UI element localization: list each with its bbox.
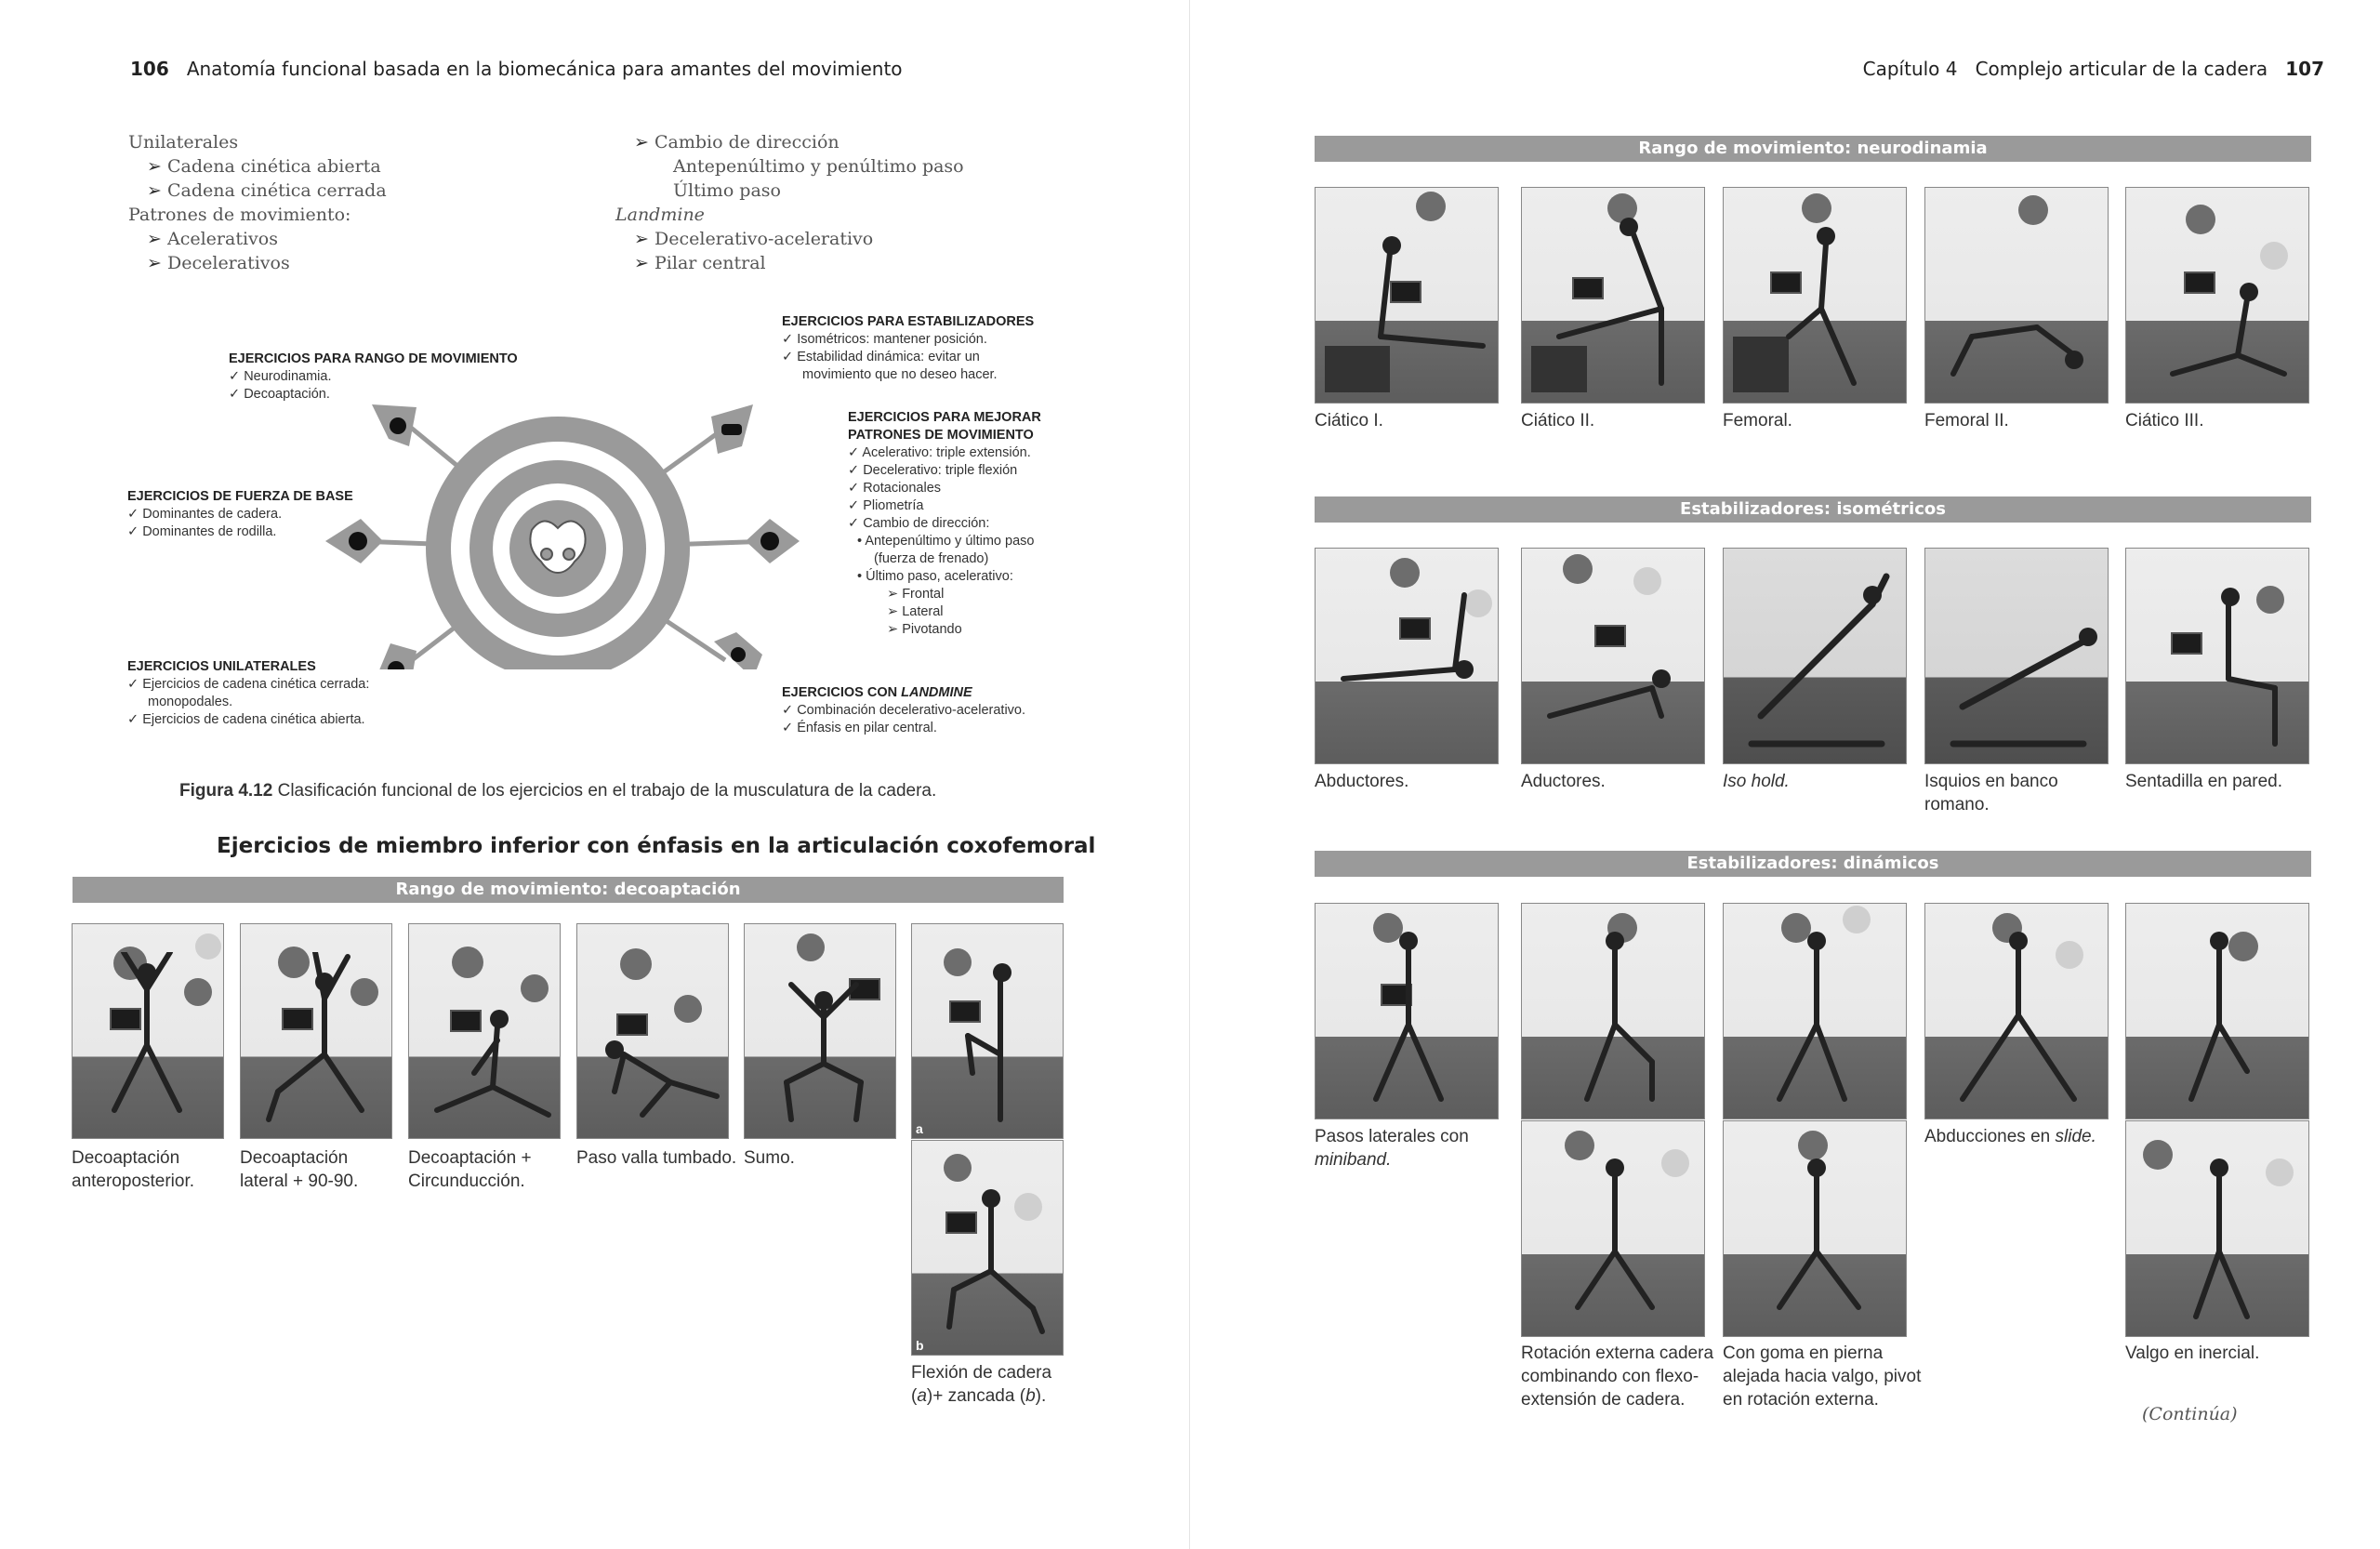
block-fuerza [127, 488, 353, 541]
photo-flexion-b [911, 1140, 1064, 1356]
photo-flexion-a [911, 923, 1064, 1139]
block-item: ✓ Combinación decelerativo-acelerativo. [782, 703, 1026, 718]
block-item: ✓ Estabilidad dinámica: evitar un [782, 350, 980, 364]
photo-abductores [1315, 548, 1499, 764]
photo-abducciones-slide [1924, 903, 2109, 1119]
arrow-icon: ➢ [147, 229, 162, 249]
block-title: EJERCICIOS CON LANDMINE [782, 685, 972, 700]
block-title: EJERCICIOS PARA RANGO DE MOVIMIENTO [229, 351, 518, 366]
photo-sentadilla-pared [2125, 548, 2309, 764]
photo-ciatico-3 [2125, 187, 2309, 404]
list-cambio-direccion [615, 130, 964, 275]
photo-valgo-1 [2125, 903, 2309, 1119]
photo-label: Aductores. [1521, 772, 1606, 791]
band-isometricos: Estabilizadores: isométricos [1315, 496, 2311, 523]
person-figure [773, 980, 875, 1129]
photo-label: Pasos laterales con miniband. [1315, 1127, 1469, 1170]
person-figure [1343, 922, 1474, 1108]
right-page-running-title: Complejo articular de la cadera [1975, 58, 2268, 80]
block-item: ✓ Pliometría [848, 498, 924, 513]
photo-ciatico-2 [1521, 187, 1705, 404]
chain-icon [721, 424, 742, 435]
list-item: Unilaterales [128, 132, 239, 152]
landmine-icon [731, 647, 746, 662]
person-figure [1531, 642, 1699, 735]
block-estabilizadores [782, 313, 1034, 384]
photo-label: Isquios en banco romano. [1924, 772, 2058, 814]
figure-caption-text: Clasificación funcional de los ejercicios en el trabajo de la musculatura de la cadera. [272, 781, 937, 801]
list-item: ➢ Decelerativos [147, 253, 290, 273]
photo-tag: a [916, 1121, 923, 1136]
person-figure [2145, 281, 2303, 392]
block-item: ✓ Ejercicios de cadena cinética cerrada: [127, 677, 370, 692]
arrow-icon: ➢ [634, 253, 649, 273]
photo-decoaptacion-ap [72, 923, 224, 1139]
person-figure [1531, 206, 1699, 392]
block-item: ✓ Rotacionales [848, 481, 942, 496]
photo-label: Abductores. [1315, 772, 1409, 791]
list-item: ➢ Acelerativos [147, 229, 278, 249]
photo-label: Decoaptación lateral + 90-90. [240, 1148, 359, 1191]
photo-label: Rotación externa cadera combinando con flexo- extensión de cadera. [1521, 1344, 1714, 1410]
photo-sumo [744, 923, 896, 1139]
block-item: • Antepenúltimo y último paso [857, 534, 1035, 549]
person-figure [2154, 1149, 2284, 1326]
photo-label: Con goma en pierna alejada hacia valgo, pivot en rotación externa. [1723, 1344, 1922, 1410]
list-item: ➢ Decelerativo-acelerativo [634, 229, 874, 249]
person-figure [1935, 586, 2102, 753]
photo-label: Iso hold. [1723, 772, 1790, 791]
list-item: ➢ Pilar central [634, 253, 766, 273]
left-page-number: 106 [130, 58, 169, 80]
photo-label: Sentadilla en pared. [2125, 772, 2283, 791]
person-figure [2154, 586, 2294, 753]
photo-aductores [1521, 548, 1705, 764]
band-neurodinamia: Rango de movimiento: neurodinamia [1315, 136, 2311, 162]
person-figure [1752, 1149, 1882, 1326]
list-item: Landmine [615, 205, 705, 225]
block-item: ✓ Isométricos: mantener posición. [782, 332, 987, 347]
right-page-header [1863, 58, 2324, 80]
photo-iso-hold [1723, 548, 1907, 764]
right-page-number: 107 [2285, 58, 2324, 80]
block-title: PATRONES DE MOVIMIENTO [848, 428, 1034, 443]
list-item: Último paso [673, 180, 781, 201]
block-title: EJERCICIOS PARA MEJORAR [848, 410, 1041, 425]
photo-femoral-2 [1924, 187, 2109, 404]
photo-goma-2 [1723, 1120, 1907, 1337]
block-item: (fuerza de frenado) [874, 551, 989, 566]
photo-label: Ciático III. [2125, 411, 2204, 430]
photo-decoaptacion-lateral [240, 923, 392, 1139]
block-item: ➢ Pivotando [887, 622, 962, 637]
list-unilaterales [128, 130, 387, 275]
block-title: EJERCICIOS UNILATERALES [127, 659, 316, 674]
person-figure [418, 1008, 558, 1129]
block-item: ✓ Dominantes de cadera. [127, 507, 283, 522]
photo-decoaptacion-circunduccion [408, 923, 561, 1139]
photo-label: Sumo. [744, 1148, 795, 1168]
block-item: ✓ Cambio de dirección: [848, 516, 990, 531]
section-title: Ejercicios de miembro inferior con énfasis en la articulación coxofemoral [217, 834, 1096, 858]
list-item: Patrones de movimiento: [128, 205, 351, 225]
list-item: Antepenúltimo y penúltimo paso [673, 156, 964, 177]
jump-icon [760, 532, 779, 550]
block-title: EJERCICIOS DE FUERZA DE BASE [127, 489, 353, 504]
photo-label: Paso valla tumbado. [576, 1148, 737, 1168]
block-rango [229, 351, 518, 404]
list-item: ➢ Cambio de dirección [634, 132, 840, 152]
runner-icon [390, 417, 406, 434]
block-item: movimiento que no deseo hacer. [802, 367, 998, 382]
figure-label: Figura 4.12 [179, 781, 273, 801]
person-figure [1944, 922, 2093, 1108]
right-page [1190, 0, 2380, 1549]
photo-paso-valla [576, 923, 729, 1139]
band-decoaptacion: Rango de movimiento: decoaptación [73, 877, 1064, 903]
photo-label: Femoral II. [1924, 411, 2009, 430]
block-item: ➢ Frontal [887, 587, 945, 602]
photo-ciatico-1 [1315, 187, 1499, 404]
person-figure [1752, 922, 1882, 1108]
photo-label: Valgo en inercial. [2125, 1344, 2260, 1363]
block-item: • Último paso, acelerativo: [857, 569, 1013, 584]
person-figure [587, 1026, 726, 1129]
block-item: ✓ Decelerativo: triple flexión [848, 463, 1018, 478]
photo-pasos-laterales [1315, 903, 1499, 1119]
left-page-running-title: Anatomía funcional basada en la biomecánica para amantes del movimiento [186, 58, 903, 80]
person-figure [1550, 922, 1680, 1108]
photo-label-flexion: Flexión de cadera (a)+ zancada (b). [911, 1363, 1052, 1406]
photo-tag: b [916, 1338, 924, 1353]
person-figure [1550, 1149, 1680, 1326]
photo-label: Femoral. [1723, 411, 1792, 430]
photo-label: Ciático I. [1315, 411, 1383, 430]
arrow-icon: ➢ [634, 132, 649, 152]
arrow-icon: ➢ [634, 229, 649, 249]
block-unilaterales [127, 658, 369, 729]
person-figure [931, 1187, 1051, 1345]
photo-isquios-banco [1924, 548, 2109, 764]
person-figure [1733, 558, 1900, 753]
arrow-icon: ➢ [147, 253, 162, 273]
block-landmine [782, 684, 1025, 737]
person-figure [949, 961, 1042, 1129]
list-item: ➢ Cadena cinética cerrada [147, 180, 387, 201]
person-figure [259, 952, 380, 1129]
photo-goma-1 [1723, 903, 1907, 1119]
block-item: ✓ Dominantes de rodilla. [127, 524, 277, 539]
person-figure [1935, 271, 2102, 392]
person-figure [2154, 922, 2284, 1108]
block-item: ✓ Ejercicios de cadena cinética abierta. [127, 712, 365, 727]
photo-rotacion-2 [1521, 1120, 1705, 1337]
block-item: ✓ Decoaptación. [229, 387, 330, 402]
person-figure [100, 952, 193, 1129]
arrow-icon: ➢ [147, 156, 162, 177]
list-item: ➢ Cadena cinética abierta [147, 156, 381, 177]
photo-label: Decoaptación anteroposterior. [72, 1148, 195, 1191]
person-figure [1733, 216, 1900, 392]
block-patrones [848, 409, 1041, 639]
person-figure [1325, 576, 1492, 716]
photo-rotacion-1 [1521, 903, 1705, 1119]
block-item: ➢ Lateral [887, 604, 944, 619]
photo-femoral-1 [1723, 187, 1907, 404]
photo-label: Ciático II. [1521, 411, 1595, 430]
photo-label: Decoaptación + Circunducción. [408, 1148, 532, 1191]
figure-caption [179, 781, 936, 801]
person-figure [1325, 225, 1492, 392]
photo-label: Abducciones en slide. [1924, 1127, 2096, 1146]
left-page-header [130, 58, 903, 80]
chapter-label: Capítulo 4 [1862, 58, 1958, 80]
block-item: ✓ Acelerativo: triple extensión. [848, 445, 1031, 460]
photo-valgo-2 [2125, 1120, 2309, 1337]
arrow-icon: ➢ [147, 180, 162, 201]
band-dinamicos: Estabilizadores: dinámicos [1315, 851, 2311, 877]
block-item: ✓ Neurodinamia. [229, 369, 332, 384]
block-item: monopodales. [148, 695, 233, 709]
block-item: ✓ Énfasis en pilar central. [782, 721, 937, 735]
continua-label: (Continúa) [2142, 1404, 2238, 1424]
block-title: EJERCICIOS PARA ESTABILIZADORES [782, 314, 1035, 329]
